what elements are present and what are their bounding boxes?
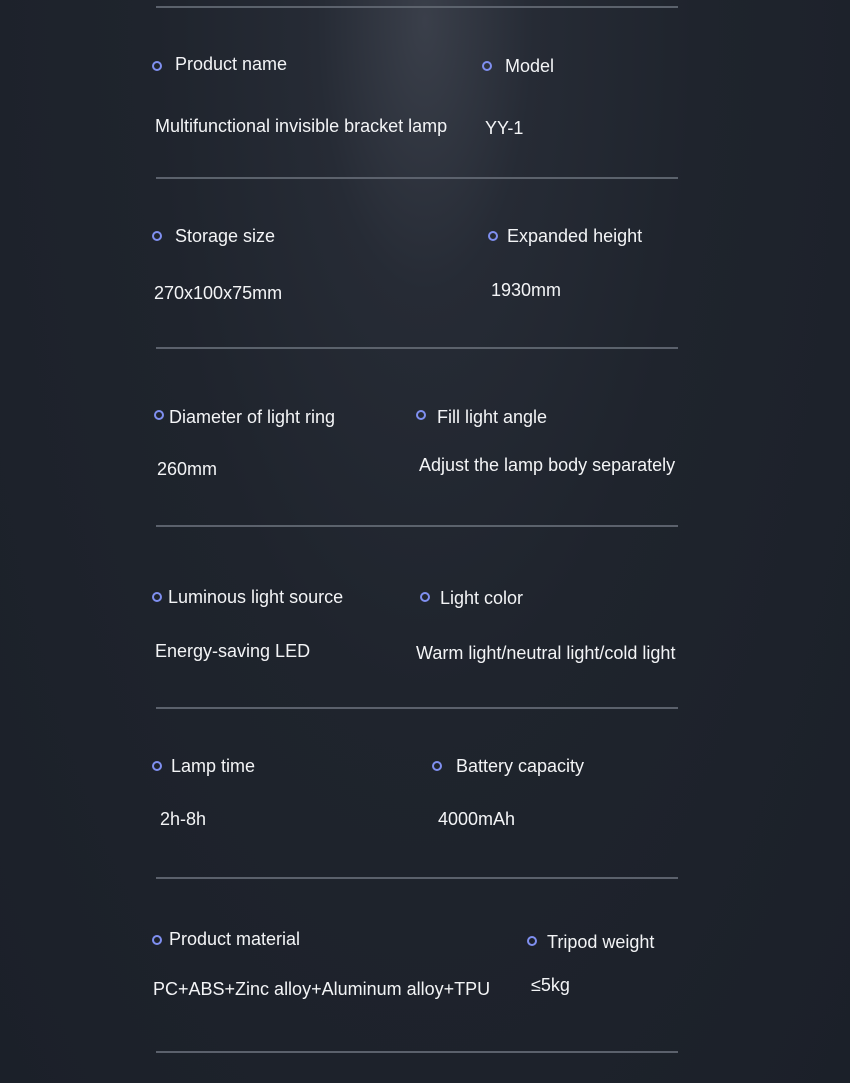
bullet-circle-icon xyxy=(152,231,162,241)
bullet-circle-icon xyxy=(152,592,162,602)
bullet-circle-icon xyxy=(152,761,162,771)
spec-value: Warm light/neutral light/cold light xyxy=(416,643,676,663)
spec-label: Luminous light source xyxy=(168,587,344,607)
spec-label: Product material xyxy=(169,929,301,949)
spec-label: Model xyxy=(505,56,555,76)
bullet-circle-icon xyxy=(482,61,492,71)
bullet-circle-icon xyxy=(420,592,430,602)
spec-value: 1930mm xyxy=(491,280,562,300)
section-divider xyxy=(156,6,678,8)
bullet-circle-icon xyxy=(154,410,164,420)
spec-value: 2h-8h xyxy=(160,809,207,829)
spec-label: Fill light angle xyxy=(437,407,548,427)
section-divider xyxy=(156,347,678,349)
spec-value: YY-1 xyxy=(485,118,524,138)
bullet-circle-icon xyxy=(527,936,537,946)
section-divider xyxy=(156,707,678,709)
bullet-circle-icon xyxy=(432,761,442,771)
spec-value: Energy-saving LED xyxy=(155,641,311,661)
bullet-circle-icon xyxy=(488,231,498,241)
spec-value: Adjust the lamp body separately xyxy=(419,455,676,475)
spec-label: Expanded height xyxy=(507,226,643,246)
spec-value: Multifunctional invisible bracket lamp xyxy=(155,116,448,136)
spec-value: 4000mAh xyxy=(438,809,516,829)
section-divider xyxy=(156,1051,678,1053)
bullet-circle-icon xyxy=(416,410,426,420)
spec-value: PC+ABS+Zinc alloy+Aluminum alloy+TPU xyxy=(153,979,491,999)
spec-label: Storage size xyxy=(175,226,276,246)
spec-label: Lamp time xyxy=(171,756,256,776)
section-divider xyxy=(156,877,678,879)
section-divider xyxy=(156,177,678,179)
spec-label: Product name xyxy=(175,54,288,74)
spec-label: Tripod weight xyxy=(547,932,655,952)
spec-value: ≤5kg xyxy=(531,975,570,995)
bullet-circle-icon xyxy=(152,935,162,945)
bullet-circle-icon xyxy=(152,61,162,71)
spec-value: 270x100x75mm xyxy=(154,283,283,303)
spec-label: Diameter of light ring xyxy=(169,407,336,427)
spec-value: 260mm xyxy=(157,459,218,479)
section-divider xyxy=(156,525,678,527)
spec-label: Light color xyxy=(440,588,524,608)
spec-label: Battery capacity xyxy=(456,756,585,776)
